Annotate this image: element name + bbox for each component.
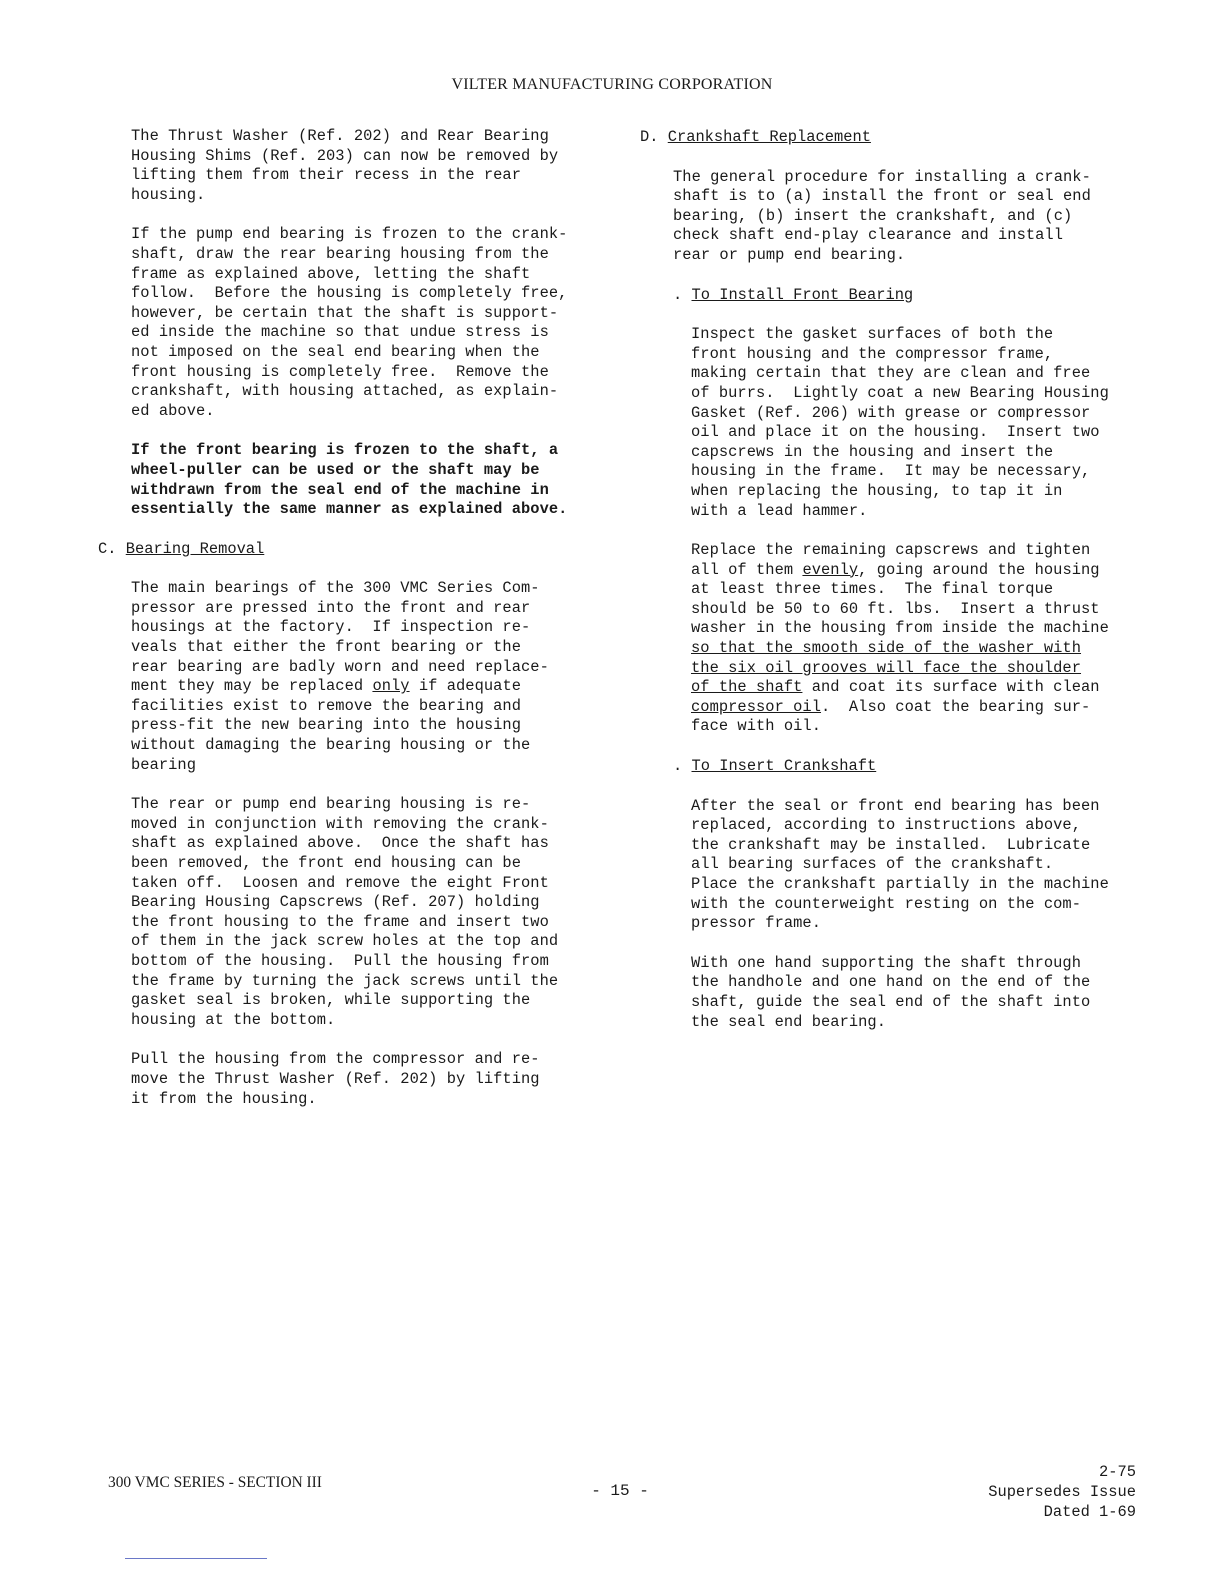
paragraph-pump-end-frozen: If the pump end bearing is frozen to the crank- shaft, draw the rear bearing housing from the frame as explained above, letting the shaft follow. Before the housing is completely free, however, be certain that the shaft is support- ed inside the machine so that undue stress is not imposed on the seal end bearing when the front housing is completely free. Remove the crankshaft, with housing attached, as explain- ed above.: [131, 225, 568, 420]
supersedes-label: Supersedes Issue: [988, 1483, 1136, 1501]
footer-rule: [125, 1558, 267, 1559]
emphasis-washer: of the shaft: [691, 678, 803, 697]
paragraph-main-bearings: [98, 579, 618, 775]
footer-series: 300 VMC SERIES - SECTION III: [108, 1474, 322, 1491]
emphasis-only: only: [372, 677, 410, 696]
paragraph-one-hand: With one hand supporting the shaft through the handhole and one hand on the end of the shaft, guide the seal end of the shaft into the seal end bearing.: [691, 953, 1091, 1031]
capscrews-text: all of them: [691, 560, 803, 579]
capscrews-line: face with oil.: [691, 717, 822, 736]
capscrews-text: and coat its surface with clean: [802, 678, 1100, 697]
subsection-install-front-bearing: [640, 286, 1160, 306]
bullet: .: [673, 757, 683, 776]
paragraph-rear-housing: The rear or pump end bearing housing is re- moved in conjunction with removing the crank- shaft as explained above. Once the shaft has been removed, the front end housing can be taken off. Loosen and remove the eight Front Bearing Housing Capscrews (Ref. 207) holding the front housing to the frame and insert two of them in the jack screw holes at the top and bottom of the housing. Pull the housing from the frame by turning the jack screws until the gasket seal is broken, while supporting the housing at the bottom.: [131, 795, 559, 1029]
main-bearings-lines-a: The main bearings of the 300 VMC Series Com- pressor are pressed into the front and rear housings at the factory. If inspection re- veals that either the front bearing or the rear bearing are badly worn and need replace-: [131, 579, 549, 676]
paragraph-general-procedure: The general procedure for installing a crank- shaft is to (a) install the front or seal end bearing, (b) insert the crankshaft, and (c) check shaft end-play clearance and install rear or pump end bearing.: [673, 167, 1091, 264]
paragraph-inspect-gasket: Inspect the gasket surfaces of both the front housing and the compressor frame, making certain that they are clean and free of burrs. Lightly coat a new Bearing Housing Gasket (Ref. 206) with grease or compressor oil and place it on the housing. Insert two capscrews in the housing and insert the housing in the frame. It may be necessary, when replacing the housing, to tap it in with a lead hammer.: [691, 325, 1109, 520]
paragraph-replace-capscrews: [640, 541, 1160, 737]
issue-date: 2-75: [1099, 1463, 1136, 1481]
main-bearings-text: if adequate: [409, 677, 522, 696]
section-c-letter: C.: [98, 539, 117, 558]
page-header: VILTER MANUFACTURING CORPORATION: [451, 76, 773, 93]
capscrews-lines: at least three times. The final torque should be 50 to 60 ft. lbs. Insert a thrust washer in the housing from inside the machine: [691, 580, 1109, 638]
emphasis-washer: the six oil grooves will face the shoulder: [691, 658, 1082, 677]
page-number: - 15 -: [591, 1482, 649, 1500]
emphasis-evenly: evenly: [802, 560, 859, 579]
paragraph-front-bearing-frozen: If the front bearing is frozen to the shaft, a wheel-puller can be used or the shaft may be withdrawn from the seal end of the machine in essentially the same manner as explained above.: [131, 441, 568, 519]
emphasis-oil: compressor oil: [691, 697, 822, 716]
paragraph-pull-housing: Pull the housing from the compressor and re- move the Thrust Washer (Ref. 202) by lifting it from the housing.: [131, 1050, 540, 1108]
capscrews-line: Replace the remaining capscrews and tighten: [691, 541, 1091, 560]
left-column: [98, 127, 618, 1129]
capscrews-text: , going around the housing: [858, 560, 1100, 579]
paragraph-thrust-washer: The Thrust Washer (Ref. 202) and Rear Bearing Housing Shims (Ref. 203) can now be removed by lifting them from their recess in the rear housing.: [131, 127, 559, 204]
capscrews-text: . Also coat the bearing sur-: [821, 697, 1091, 716]
subsection-title: To Install Front Bearing: [691, 285, 914, 304]
section-d-title: Crankshaft Replacement: [667, 128, 871, 146]
paragraph-after-seal: After the seal or front end bearing has been replaced, according to instructions above, the crankshaft may be installed. Lubricate all bearing surfaces of the crankshaft. Place the crankshaft partially in the machine with the counterweight resting on the com- pressor frame.: [691, 796, 1109, 933]
subsection-insert-crankshaft: [640, 757, 1160, 777]
section-c-title: Bearing Removal: [125, 539, 265, 558]
right-column: [640, 128, 1160, 1052]
bullet: .: [673, 285, 683, 304]
supersedes-date: Dated 1-69: [1043, 1503, 1136, 1521]
footer-issue-info: [988, 1462, 1136, 1522]
section-d-letter: D.: [640, 128, 659, 146]
main-bearings-text: ment they may be replaced: [131, 677, 373, 696]
main-bearings-lines-c: facilities exist to remove the bearing and press-fit the new bearing into the housing without damaging the bearing housing or the bearing: [131, 696, 531, 774]
section-c-heading: [98, 540, 618, 560]
section-d-heading: [640, 128, 1160, 148]
subsection-title: To Insert Crankshaft: [691, 757, 877, 776]
emphasis-washer: so that the smooth side of the washer with: [691, 639, 1082, 658]
